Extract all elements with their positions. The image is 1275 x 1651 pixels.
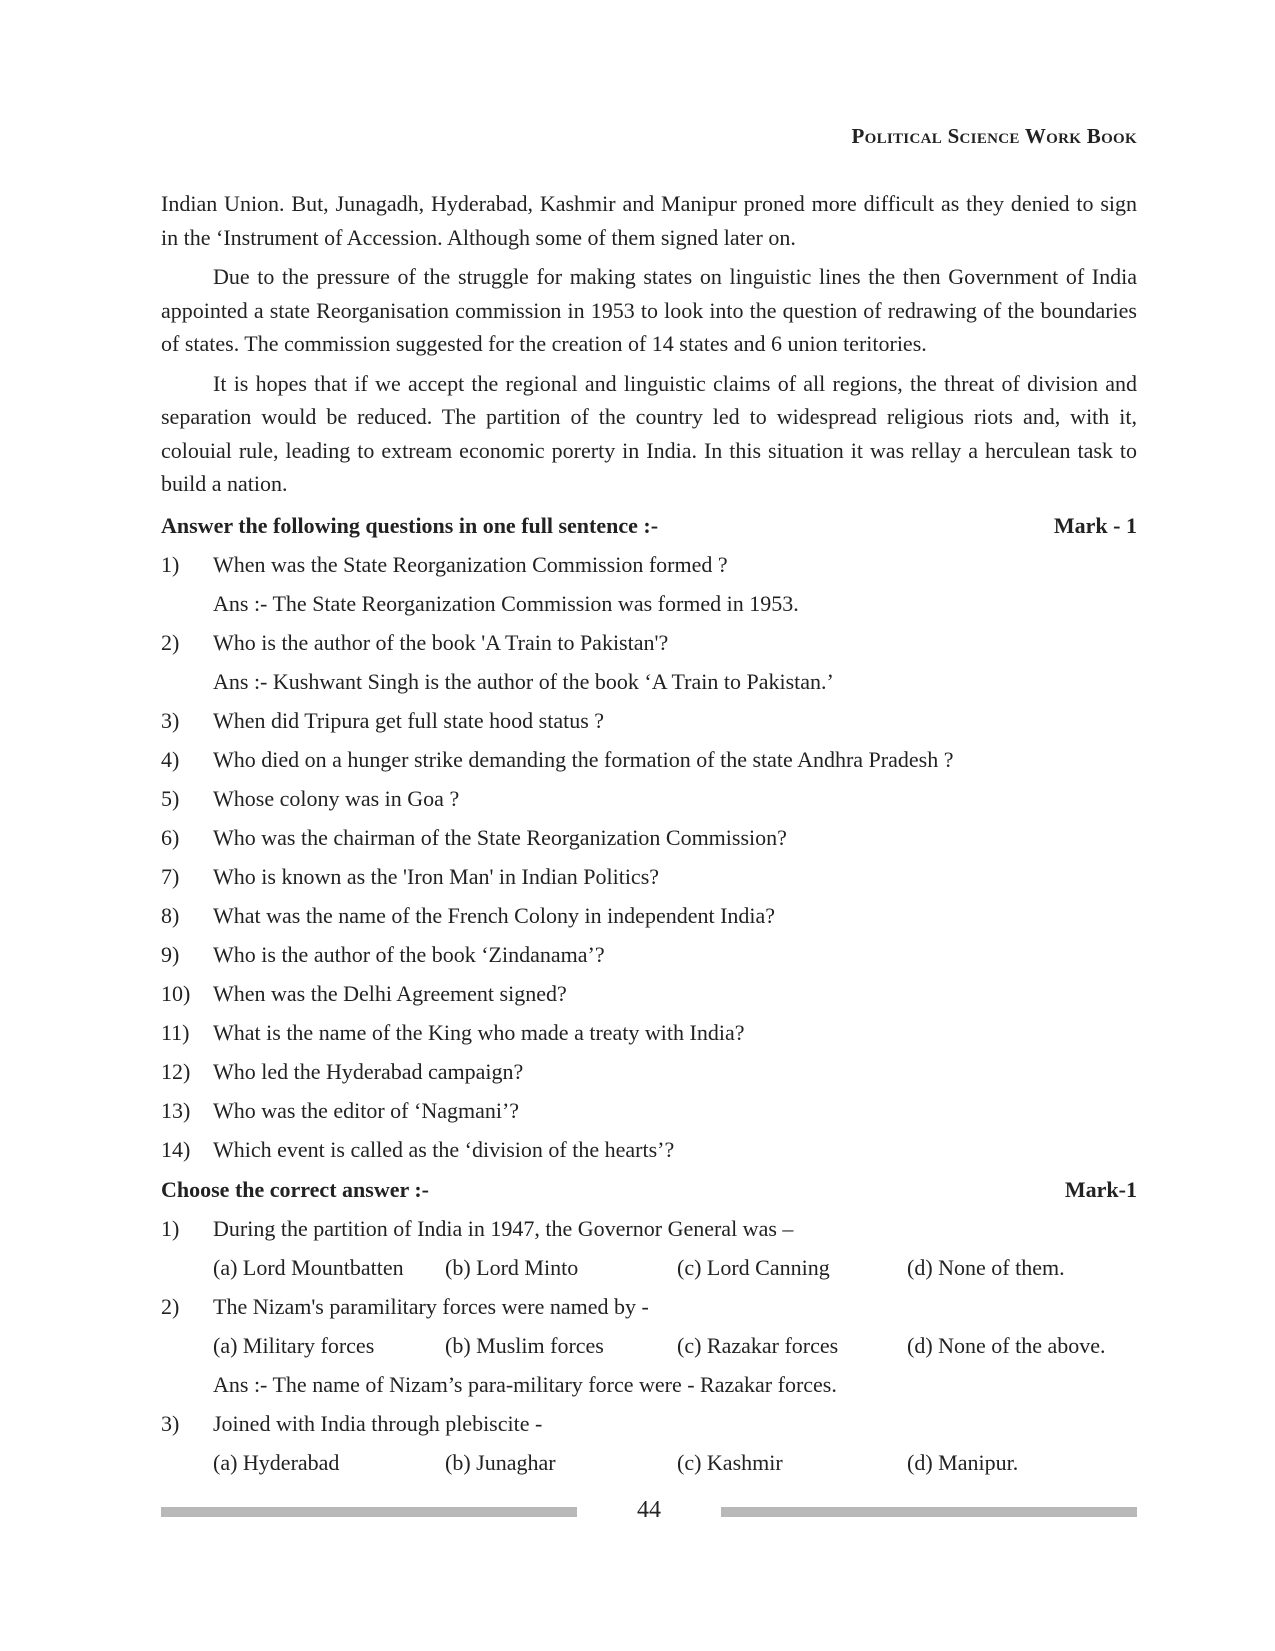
question-item [161,740,1137,779]
question-text: Who is the author of the book 'A Train to Pakistan'? [213,629,669,655]
option-a: (a) Lord Mountbatten [213,1254,404,1280]
section-heading [161,1171,1137,1209]
question-number: 7) [161,863,180,889]
question-item [161,1013,1137,1052]
question-text: When was the State Reorganization Commission formed ? [213,551,728,577]
question-text: Whose colony was in Goa ? [213,785,460,811]
question-text: Who is the author of the book ‘Zindanama’? [213,941,605,967]
question-text: What is the name of the King who made a treaty with India? [213,1019,745,1045]
question-text: Which event is called as the ‘division of the hearts’? [213,1136,675,1162]
question-text: What was the name of the French Colony in independent India? [213,902,776,928]
option-d: (d) Manipur. [907,1449,1019,1475]
running-header: Political Science Work Book [851,124,1137,148]
question-number: 1) [161,551,180,577]
question-number: 11) [161,1019,190,1045]
question-number: 9) [161,941,180,967]
paragraph: It is hopes that if we accept the regional and linguistic claims of all regions, the threat of division and separation would be reduced. The partition of the country led to widespread religious riots and, with it, colouial rule, leading to extream economic porerty in India. In this situation it was rellay a herculean task to build a nation. [161,370,1137,496]
footer-rule-left [161,1507,577,1517]
question-item [161,935,1137,974]
question-number: 1) [161,1215,180,1241]
question-item [161,1091,1137,1130]
paragraph: Indian Union. But, Junagadh, Hyderabad, Kashmir and Manipur proned more difficult as they denied to sign in the ‘Instrument of Accession. Although some of them signed later on. [161,191,1137,250]
question-number: 6) [161,824,180,850]
question-item [161,1052,1137,1091]
question-text: Joined with India through plebiscite - [213,1410,543,1436]
question-text: During the partition of India in 1947, the Governor General was – [213,1215,794,1241]
question-number: 4) [161,746,180,772]
option-c: (c) Kashmir [677,1449,783,1475]
question-item [161,974,1137,1013]
question-text: When did Tripura get full state hood status ? [213,707,605,733]
question-item [161,857,1137,896]
question-item [161,1209,1137,1248]
section-title: Choose the correct answer :- [161,1176,429,1202]
question-item [161,818,1137,857]
question-item [161,623,1137,662]
question-text: Who was the chairman of the State Reorganization Commission? [213,824,787,850]
option-b: (b) Muslim forces [445,1332,604,1358]
question-text: When was the Delhi Agreement signed? [213,980,567,1006]
question-item [161,1287,1137,1326]
answer-text: Ans :- The State Reorganization Commission was formed in 1953. [213,590,799,616]
question-number: 10) [161,980,191,1006]
question-item [161,545,1137,584]
question-item [161,701,1137,740]
section-heading [161,507,1137,545]
question-text: Who was the editor of ‘Nagmani’? [213,1097,520,1123]
page-content [161,187,1137,1482]
footer-rule-right [721,1507,1137,1517]
mark-label: Mark - 1 [1053,512,1137,538]
answer-options [161,1443,1137,1482]
question-number: 8) [161,902,180,928]
question-number: 14) [161,1136,191,1162]
option-c: (c) Razakar forces [677,1332,839,1358]
option-a: (a) Hyderabad [213,1449,340,1475]
question-number: 2) [161,629,180,655]
question-number: 13) [161,1097,191,1123]
paragraph: Due to the pressure of the struggle for making states on linguistic lines the then Government of India appointed a state Reorganisation commission in 1953 to look into the question of redrawing of the boundaries of states. The commission suggested for the creation of 14 states and 6 union teritories. [161,264,1137,356]
page-number: 44 [637,1497,661,1523]
question-number: 3) [161,707,180,733]
answer-options [161,1326,1137,1365]
mark-label: Mark-1 [1064,1176,1137,1202]
section-title: Answer the following questions in one full sentence :- [161,512,659,538]
answer-text: Ans :- The name of Nizam’s para-military force were - Razakar forces. [213,1371,837,1397]
question-text: The Nizam's paramilitary forces were named by - [213,1293,649,1319]
page-footer [161,1490,1137,1530]
option-d: (d) None of them. [907,1254,1065,1280]
answer-text: Ans :- Kushwant Singh is the author of the book ‘A Train to Pakistan.’ [213,668,834,694]
question-number: 2) [161,1293,180,1319]
page [161,0,1137,1651]
answer-options [161,1248,1137,1287]
question-number: 3) [161,1410,180,1436]
option-d: (d) None of the above. [907,1332,1106,1358]
question-item [161,1130,1137,1169]
question-number: 12) [161,1058,191,1084]
question-item [161,896,1137,935]
option-a: (a) Military forces [213,1332,375,1358]
question-item [161,1404,1137,1443]
question-text: Who led the Hyderabad campaign? [213,1058,524,1084]
question-item [161,779,1137,818]
question-text: Who died on a hunger strike demanding the formation of the state Andhra Pradesh ? [213,746,954,772]
question-text: Who is known as the 'Iron Man' in Indian Politics? [213,863,660,889]
option-c: (c) Lord Canning [677,1254,830,1280]
option-b: (b) Lord Minto [445,1254,579,1280]
question-number: 5) [161,785,180,811]
option-b: (b) Junaghar [445,1449,556,1475]
